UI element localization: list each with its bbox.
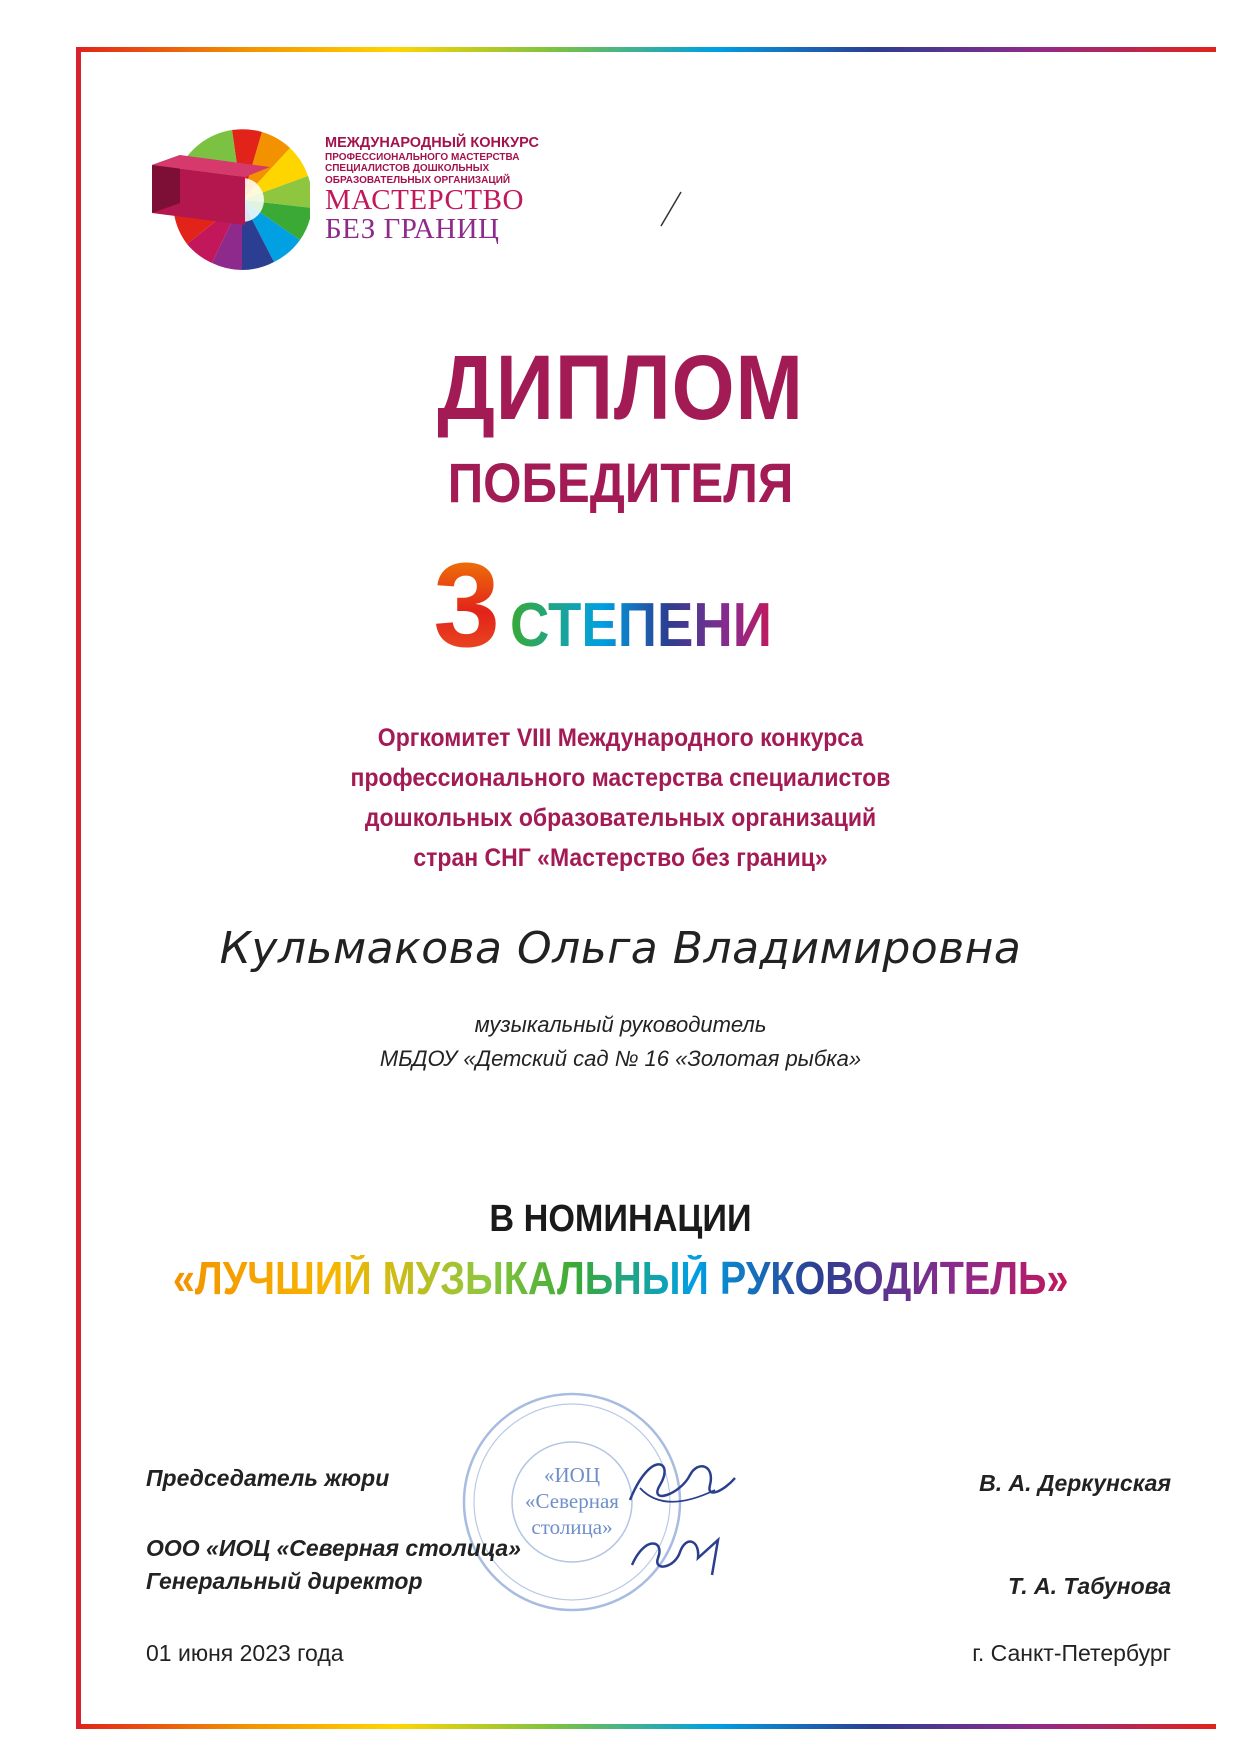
organizer-line-3: дошкольных образовательных организаций <box>364 804 877 832</box>
rainbow-sphere-logo-icon <box>150 125 310 275</box>
logo-line-4: ОБРАЗОВАТЕЛЬНЫХ ОРГАНИЗАЦИЙ <box>325 174 511 186</box>
frame-top-border <box>76 47 1216 52</box>
logo-text <box>325 135 539 246</box>
stamp-center-line-2: «Северная <box>525 1489 619 1513</box>
recipient-organization: МБДОУ «Детский сад № 16 «Золотая рыбка» <box>379 1046 862 1071</box>
jury-role: Председатель жюри <box>146 1465 390 1491</box>
director-role: Генеральный директор <box>146 1568 423 1594</box>
recipient-name: Кульмакова Ольга Владимировна <box>219 923 1022 974</box>
company-name: ООО «ИОЦ «Северная столица» <box>146 1535 521 1561</box>
logo-line-1: МЕЖДУНАРОДНЫЙ КОНКУРС <box>325 135 539 151</box>
jury-name: В. А. Деркунская <box>979 1470 1171 1496</box>
logo-name-line-2: БЕЗ ГРАНИЦ <box>325 213 500 246</box>
logo-line-3: СПЕЦИАЛИСТОВ ДОШКОЛЬНЫХ <box>325 163 490 175</box>
degree-number: 3 <box>433 538 501 672</box>
issue-date: 01 июня 2023 года <box>146 1640 344 1666</box>
diploma-subtitle: ПОБЕДИТЕЛЯ <box>447 451 794 514</box>
director-name: Т. А. Табунова <box>1008 1573 1171 1599</box>
organizer-line-2: профессионального мастерства специалистов <box>350 764 891 792</box>
handwritten-signature-icon <box>620 1440 750 1590</box>
organizer-line-1: Оргкомитет VIII Международного конкурса <box>377 724 864 752</box>
stamp-center-line-1: «ИОЦ <box>544 1463 600 1487</box>
organizer-text <box>0 718 1241 878</box>
stamp-center-line-3: столица» <box>531 1515 613 1539</box>
nomination-title: «ЛУЧШИЙ МУЗЫКАЛЬНЫЙ РУКОВОДИТЕЛЬ» <box>172 1252 1069 1304</box>
logo-name-line-1: МАСТЕРСТВО <box>325 184 524 217</box>
diploma-title: ДИПЛОМ <box>437 337 804 439</box>
contest-logo <box>150 125 539 275</box>
degree-line <box>0 538 1241 672</box>
pen-mark-icon <box>655 190 685 230</box>
nomination-label: В НОМИНАЦИИ <box>489 1198 752 1240</box>
degree-word: СТЕПЕНИ <box>510 591 773 660</box>
recipient-position: музыкальный руководитель <box>474 1012 767 1037</box>
issue-city: г. Санкт-Петербург <box>972 1640 1171 1666</box>
recipient-details <box>0 1008 1241 1076</box>
logo-line-2: ПРОФЕССИОНАЛЬНОГО МАСТЕРСТВА <box>325 151 520 163</box>
frame-left-border <box>76 47 81 1729</box>
frame-bottom-border <box>76 1724 1216 1729</box>
organizer-line-4: стран СНГ «Мастерство без границ» <box>413 844 828 872</box>
